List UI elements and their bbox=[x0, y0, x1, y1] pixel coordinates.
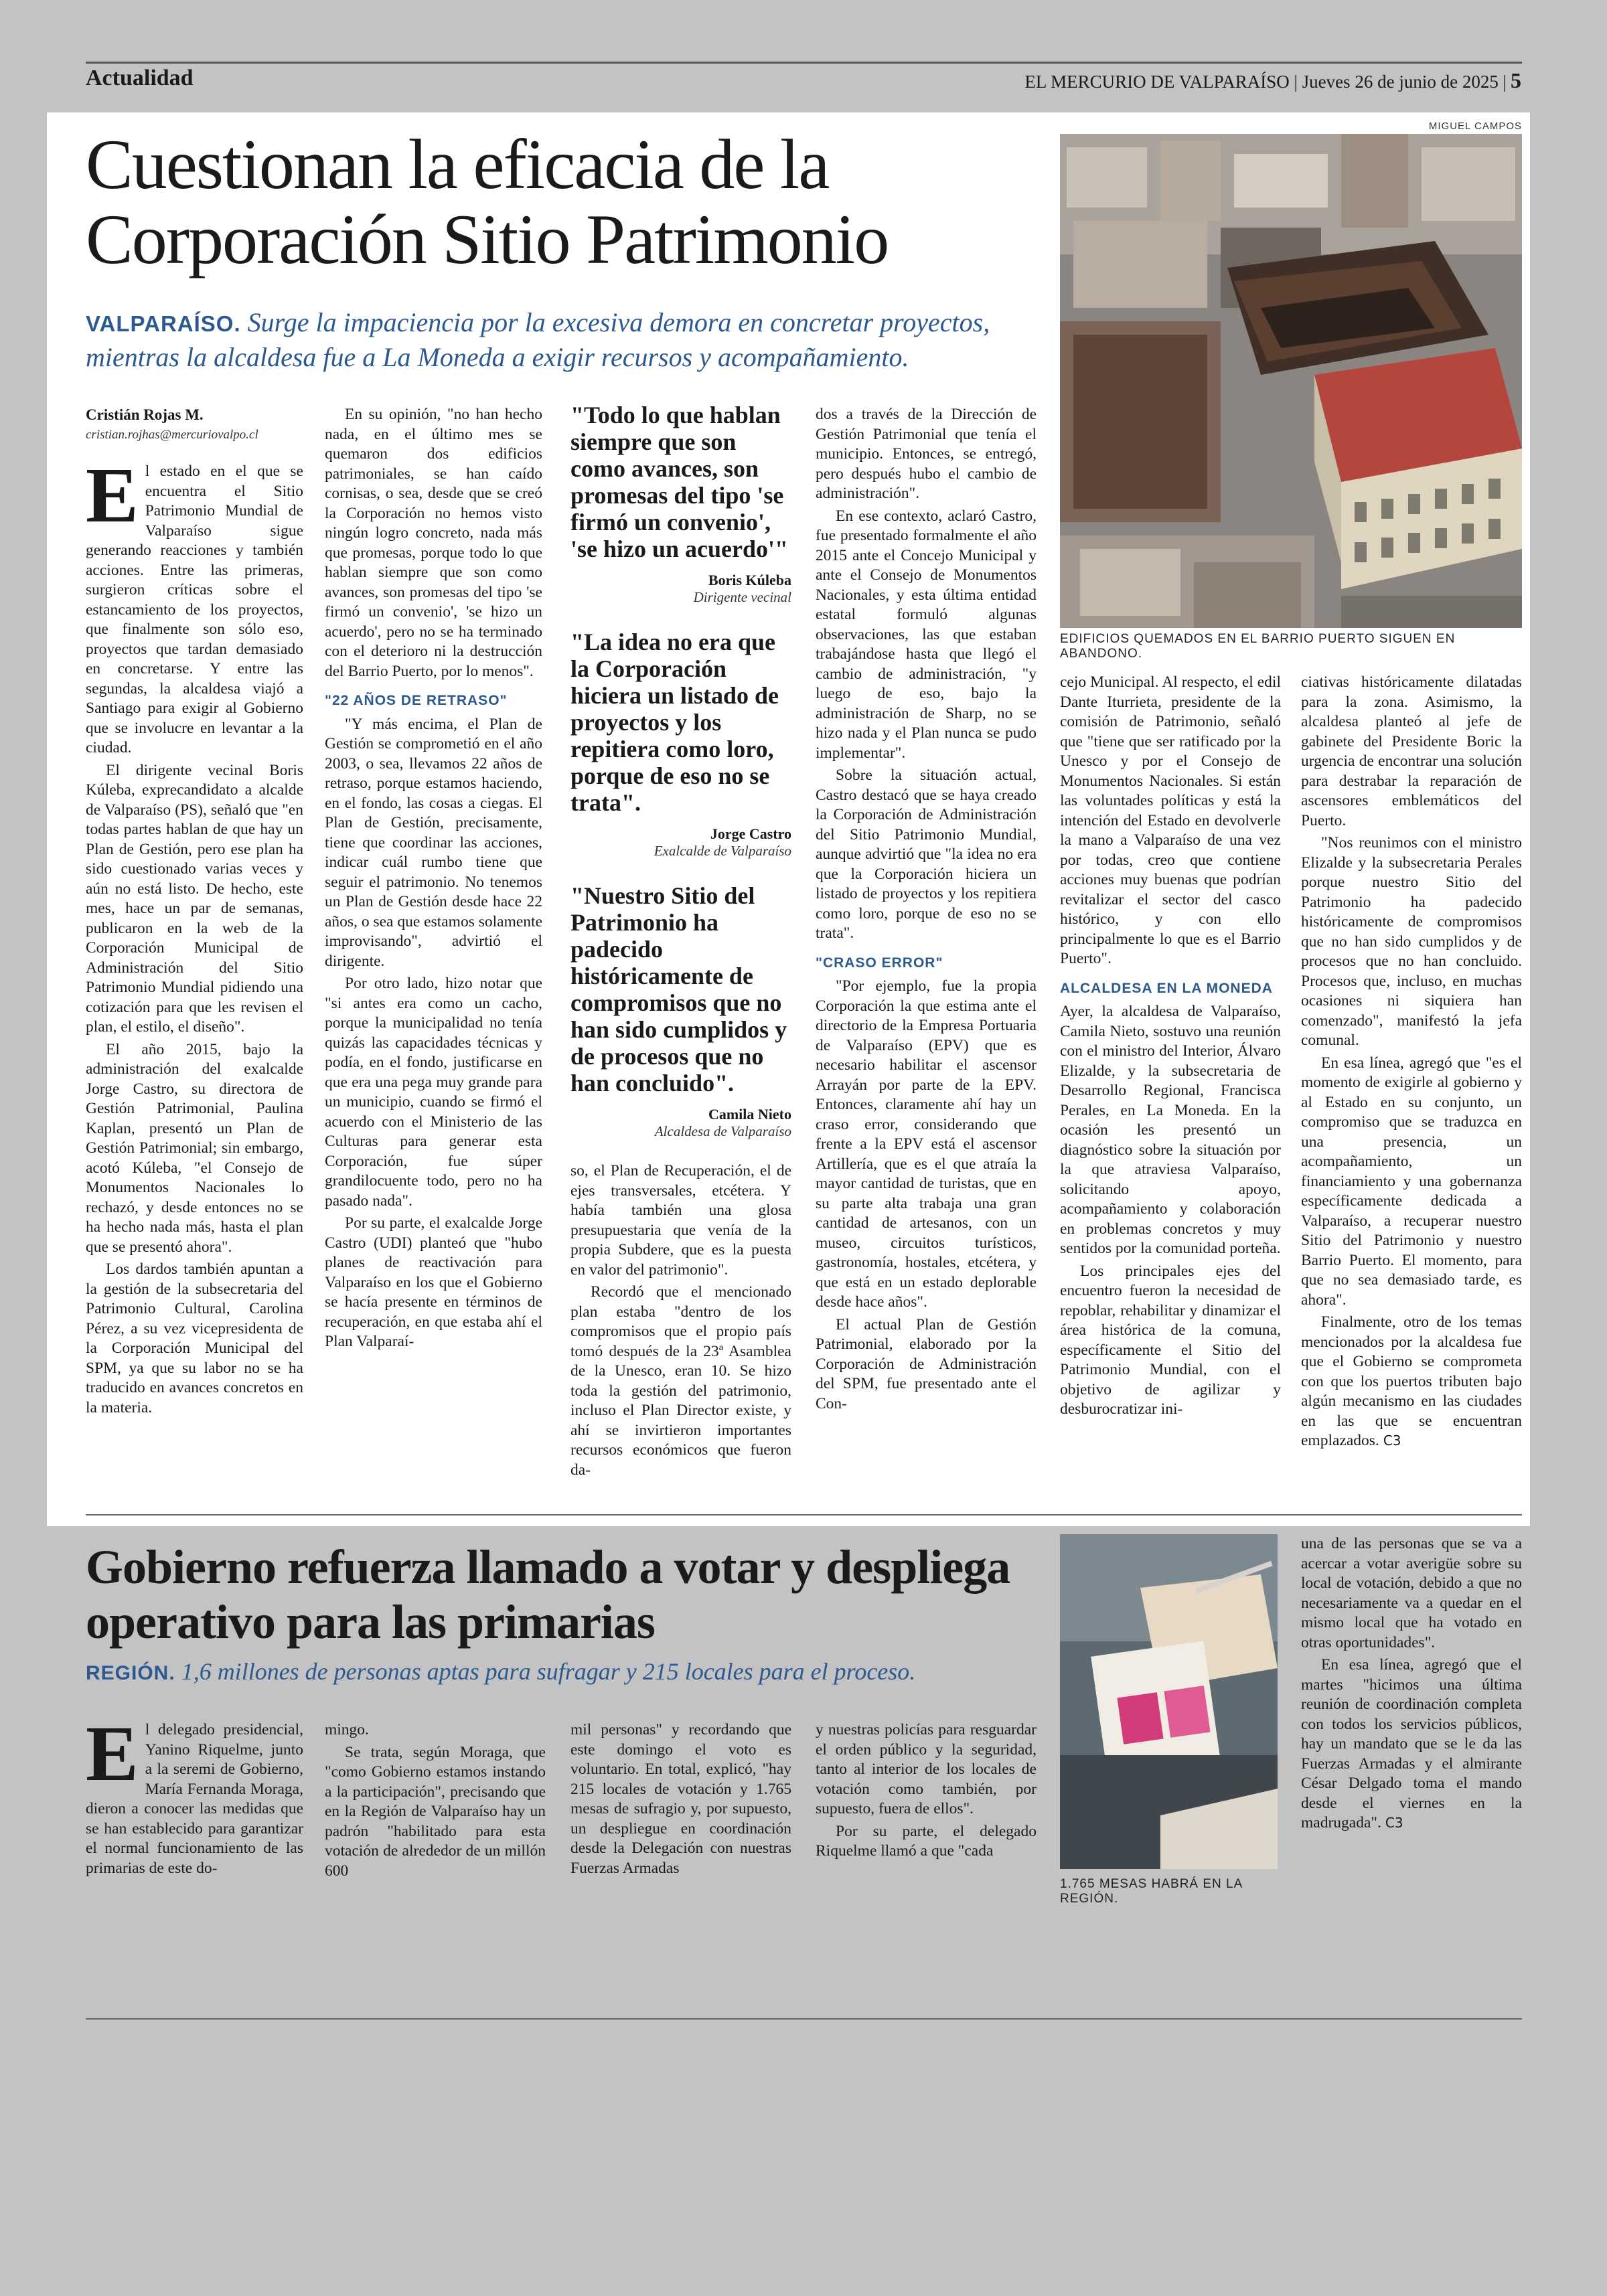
paragraph: "Y más encima, el Plan de Gestión se comprometió en el año 2003, o sea, llevamos 22 años de retraso, porque estamos haciendo, en el fondo, las cosas a ciegas. El Plan de Gestión, precisamente, tiene que coordinar las acciones, indicar cuál rumbo tiene que seguir el patrimonio. No tenemos un Plan de Gestión desde hace 22 años, o sea que estamos solamente improvisando", advirtió el dirigente. bbox=[325, 715, 542, 970]
paragraph: Se trata, según Moraga, que "como Gobierno estamos instando a la participación", precisando que en la Región de Valparaíso hay un padrón "habilitado para esta votación de alrededor de un millón 600 bbox=[325, 1743, 546, 1880]
paragraph: Los dardos también apuntan a la gestión de la subsecretaria del Patrimonio Cultural, Carolina Pérez, a su vez vicepresidenta de la Corporación Municipal del SPM, ya que su labor no se ha traducido en avances concretos en la materia. bbox=[86, 1260, 303, 1416]
pull-quote bbox=[570, 402, 791, 606]
quote-text: "La idea no era que la Corporación hiciera un listado de proyectos y los repitiera como loro, porque de eso no se trata". bbox=[570, 629, 779, 816]
page-number: 5 bbox=[1511, 68, 1521, 92]
paragraph: ciativas históricamente dilatadas para la zona. Asimismo, la alcaldesa planteó al jefe de gabinete del Presidente Boric la urgencia de encontrar una solución para destrabar la reparación de ascensores emblemáticos del Puerto. bbox=[1301, 673, 1522, 829]
pull-quotes bbox=[570, 402, 791, 1140]
paragraph: Sobre la situación actual, Castro destacó que se haya creado la Corporación de Administración del Sitio Patrimonio Mundial, aunque advirtió que "la idea no era que la Corporación hiciera un listado de proyectos y los repitiera como loro, porque de eso no se trata". bbox=[816, 766, 1037, 942]
header-rule bbox=[86, 62, 1522, 64]
paragraph: una de las personas que se va a acercar a votar averigüe sobre su local de votación, debido a que no necesariamente va a quedar en el mismo local que ha votado en otras oportunidades". bbox=[1301, 1535, 1522, 1651]
subheading: "22 AÑOS DE RETRASO" bbox=[325, 693, 508, 708]
paragraph: dos a través de la Dirección de Gestión Patrimonial que tenía el municipio. Entonces, se entregó, pero después hubo el cambio de administración". bbox=[816, 406, 1037, 502]
paragraph: Por su parte, el exalcalde Jorge Castro (UDI) planteó que "hubo planes de reactivación para Valparaíso en los que el Gobierno se hacía presente en términos de recuperación, en que estaba ahí el Plan Valparaí- bbox=[325, 1214, 542, 1350]
quote-author: Jorge Castro bbox=[710, 825, 791, 842]
article-column-6 bbox=[1301, 673, 1522, 1454]
article2-column-5 bbox=[1301, 1534, 1522, 1836]
quote-role: Alcaldesa de Valparaíso bbox=[654, 1123, 791, 1139]
article2-column-2 bbox=[325, 1720, 546, 1884]
article2-title: Gobierno refuerza llamado a votar y despliega operativo para las primarias bbox=[86, 1540, 1010, 1649]
dek-text: 1,6 millones de personas aptas para sufragar y 215 locales para el proceso. bbox=[181, 1658, 916, 1685]
paragraph: Por otro lado, hizo notar que "si antes era como un cacho, porque la municipalidad no tenía quizás las capacidades técnicas y podía, en el fondo, justificarse en que era una pega muy grande para un municipio, cuando se firmó el acuerdo con el Ministerio de las Culturas para generar esta Corporación, fue súper grandilocuente todo, pero no ha pasado nada". bbox=[325, 975, 542, 1210]
paragraph: "Nos reunimos con el ministro Elizalde y la subsecretaria Perales porque nuestro Sitio del Patrimonio ha padecido históricamente de compromisos que no han sido cumplidos y de procesos que no han concluido. Procesos que, incluso, en muchas ocasiones ni siquiera han comenzado", manifestó la jefa comunal. bbox=[1301, 834, 1522, 1049]
paragraph: Recordó que el mencionado plan estaba "dentro de los compromisos que el propio país tomó después de la 23ª Asamblea de la Unesco, eran 10. Se hizo toda la gestión del patrimonio, incluso el Plan Director existe, y ahí se invirtieron importantes recursos económicos que fueron da- bbox=[570, 1283, 791, 1479]
paragraph: El año 2015, bajo la administración del exalcalde Jorge Castro, su directora de Gestión Patrimonial, Paulina Kaplan, presentó un Plan de Gestión Patrimonial; sin embargo, acotó Kúleba, "el Consejo de Monumentos Nacionales lo rechazó, y desde entonces no se ha hecho nada más, hasta el plan que se presentó ahora". bbox=[86, 1040, 303, 1256]
article-column-1 bbox=[86, 405, 303, 1420]
article2-column-3 bbox=[570, 1720, 791, 1881]
subheading: ALCALDESA EN LA MONEDA bbox=[1060, 980, 1273, 996]
aerial-city-illustration bbox=[1060, 134, 1522, 628]
paragraph: cejo Municipal. Al respecto, el edil Dante Iturrieta, presidente de la comisión de Patrimonio, señaló que "tiene que ser ratificado por la Unesco y por el Consejo de Monumentos Nacionales. Si están las voluntades políticas y está la intención del Estado en devolverle la mano a Valparaíso de una vez por todas, creo que contiene acciones muy buenas que podrían revitalizar el sector del casco histórico, y con ello principalmente lo que es el Barrio Puerto". bbox=[1060, 673, 1281, 967]
ballot-illustration bbox=[1060, 1534, 1278, 1869]
paragraph: El actual Plan de Gestión Patrimonial, elaborado por la Corporación de Administración del SPM, fue presentado ante el Con- bbox=[816, 1315, 1037, 1412]
end-mark-icon: C3 bbox=[1383, 1432, 1401, 1449]
drop-cap: E bbox=[86, 451, 139, 539]
quote-author: Boris Kúleba bbox=[708, 572, 791, 588]
article-column-3 bbox=[570, 1161, 791, 1483]
paragraph: y nuestras policías para resguardar el orden público y la seguridad, tanto al interior de los locales de votación como también, por supuesto, fuera de ellos". bbox=[816, 1721, 1037, 1817]
paragraph: En su opinión, "no han hecho nada, en el último mes se quemaron dos edificios patrimoniales, se han caído cornisas, o sea, desde que se creó la Corporación no hemos visto ningún logro concreto, nada más que promesas, porque todo lo que hablan siempre que son como avances, son promesas del tipo 'se firmó un convenio', 'se hizo un acuerdo', pero no se ha terminado con el deterioro ni la destrucción del Barrio Puerto, por lo menos". bbox=[325, 406, 542, 680]
paragraph: Finalmente, otro de los temas mencionados por la alcaldesa fue que el Gobierno se comprometa con que los puertos tributen bajo algún mecanismo en las ciudades en las que se encuentran emplazados. C3 bbox=[1301, 1313, 1522, 1449]
article2-column-1 bbox=[86, 1710, 303, 1881]
photo-credit: MIGUEL CAMPOS bbox=[1428, 120, 1522, 132]
publication-date: EL MERCURIO DE VALPARAÍSO | Jueves 26 de junio de 2025 | bbox=[1024, 72, 1507, 92]
author-name: Cristián Rojas M. bbox=[86, 406, 204, 423]
drop-cap: E bbox=[86, 1710, 139, 1797]
quote-author: Camila Nieto bbox=[708, 1106, 791, 1123]
bottom-divider bbox=[86, 2018, 1522, 2020]
paragraph: so, el Plan de Recuperación, el de ejes transversales, etcétera. Y había también una glosa presupuestaria que venía de la propia Subdere, que es la puesta en valor del patrimonio". bbox=[570, 1162, 791, 1279]
burned-buildings-photo bbox=[1060, 134, 1522, 628]
article-title: Cuestionan la eficacia de la Corporación Sitio Patrimonio bbox=[86, 125, 889, 278]
article-column-5 bbox=[1060, 673, 1281, 1422]
paragraph: El estado en el que se encuentra el Sitio Patrimonio Mundial de Valparaíso sigue generando reacciones y también acciones. Entre las primeras, surgieron críticas sobre el estancamiento de los proyectos, que finalmente son sólo eso, proyectos que tardan demasiado en concretarse. Y entre las segundas, la alcaldesa viajó a Santiago para exigir al Gobierno que se involucre en levantar a la ciudad. bbox=[86, 451, 303, 756]
photo2-caption: 1.765 MESAS HABRÁ EN LA REGIÓN. bbox=[1060, 1877, 1243, 1906]
ballot-photo bbox=[1060, 1534, 1278, 1869]
paragraph: mil personas" y recordando que este domingo el voto es voluntario. En total, explicó, "hay 215 locales de votación y 1.765 mesas de sufragio y, por supuesto, un despliegue en coordinación desde la Delegación con nuestras Fuerzas Armadas bbox=[570, 1721, 791, 1877]
dek-kicker: VALPARAÍSO. bbox=[86, 311, 241, 336]
author-email: cristian.rojhas@mercuriovalpo.cl bbox=[86, 427, 258, 442]
article2-column-4 bbox=[816, 1720, 1037, 1864]
quote-text: "Nuestro Sitio del Patrimonio ha padecido históricamente de compromisos que no han sido cumplidos y de procesos que no han concluido". bbox=[570, 882, 787, 1096]
paragraph: En esa línea, agregó que el martes "hicimos una última reunión de coordinación completa con todos los servicios públicos, hay un mandato que se le da las Fuerzas Armadas y el almirante César Delgado toma el mando desde el viernes en la madrugada". C3 bbox=[1301, 1656, 1522, 1831]
paragraph: Por su parte, el delegado Riquelme llamó a que "cada bbox=[816, 1822, 1037, 1860]
quote-role: Exalcalde de Valparaíso bbox=[654, 843, 791, 859]
end-mark-icon: C3 bbox=[1385, 1815, 1403, 1831]
article-column-2 bbox=[325, 405, 542, 1355]
subheading: "CRASO ERROR" bbox=[816, 955, 943, 971]
pull-quote bbox=[570, 629, 791, 859]
article-dek bbox=[86, 306, 1050, 374]
publication-info bbox=[1024, 68, 1521, 93]
paragraph: El delegado presidencial, Yanino Riquelme, junto a la seremi de Gobierno, María Fernanda Moraga, dieron a conocer las medidas que se han establecido para garantizar el normal funcionamiento de las primarias de este do- bbox=[86, 1710, 303, 1877]
paragraph: "Por ejemplo, fue la propia Corporación la que estima ante el directorio de la Empresa Portuaria de Valparaíso (EPV) que es necesario habilitar el ascensor Arrayán por parte de la EPV. Entonces, claramente ahí hay un craso error, considerando que frente a la EPV está el ascensor Artillería, que es el que atraía la mayor cantidad de turistas, que en su parte alta trabaja una gran cantidad de artesanos, con un museo, circuitos turísticos, gastronomía, hostales, etcétera, y que está en un estado deplorable desde hace años". bbox=[816, 977, 1037, 1311]
pull-quote bbox=[570, 882, 791, 1140]
article-column-4 bbox=[816, 405, 1037, 1416]
paragraph: Los principales ejes del encuentro fueron la necesidad de repoblar, rehabilitar y dinamizar el área histórica de la comuna, específicamente el Sitio del Patrimonio Mundial, con el objetivo de agilizar y desburocratizar ini- bbox=[1060, 1262, 1281, 1418]
photo-caption: EDIFICIOS QUEMADOS EN EL BARRIO PUERTO SIGUEN EN ABANDONO. bbox=[1060, 632, 1456, 661]
paragraph: En ese contexto, aclaró Castro, fue presentado formalmente el año 2015 ante el Concejo Municipal y ante el Consejo de Monumentos Nacionales, y esta última entidad estatal formuló algunas observaciones, las que estaban trabajándose hasta que llegó el cambio de administración, "y luego de eso, bajo la administración de Sharp, no se hizo nada y el Plan nunca se pudo implementar". bbox=[816, 507, 1037, 762]
paragraph: El dirigente vecinal Boris Kúleba, exprecandidato a alcalde de Valparaíso (PS), señaló que "en todas partes hablan de que hay un Plan de Gestión, pero ese plan ha sido cuestionado varias veces y aún no está listo. De hecho, este mes, hace un par de semanas, publicaron en la web de la Corporación Municipal de Administración del Sitio Patrimonio Mundial pidiendo una cotización para que les revisen el plan, el estilo, el diseño". bbox=[86, 761, 303, 1036]
story-divider bbox=[86, 1514, 1522, 1515]
dek-kicker: REGIÓN. bbox=[86, 1662, 175, 1684]
article2-dek bbox=[86, 1657, 1057, 1688]
paragraph: mingo. bbox=[325, 1721, 369, 1738]
section-label: Actualidad bbox=[86, 66, 194, 90]
dek-text: Surge la impaciencia por la excesiva demora en concretar proyectos, mientras la alcaldesa fue a La Moneda a exigir recursos y acompañamiento. bbox=[86, 307, 990, 372]
paragraph: Ayer, la alcaldesa de Valparaíso, Camila Nieto, sostuvo una reunión con el ministro del Interior, Álvaro Elizalde, y la subsecretaria de Desarrollo Regional, Francisca Perales, en La Moneda. En la ocasión les presentó un diagnóstico sobre la situación por la que atraviesa Valparaíso, solicitando apoyo, acompañamiento y colaboración en problemas concretos y muy sentidos por la comunidad porteña. bbox=[1060, 1003, 1281, 1257]
quote-role: Dirigente vecinal bbox=[693, 589, 791, 605]
paragraph: En esa línea, agregó que "es el momento de exigirle al gobierno y al Estado en su conjunto, un compromiso que se traduzca en una presencia, un acompañamiento, un financiamiento y una gobernanza específicamente dedicada a Valparaíso, a recuperar nuestro Sitio del Patrimonio y nuestro Barrio Puerto. El momento, para que no sea demasiado tarde, es ahora". bbox=[1301, 1054, 1522, 1309]
quote-text: "Todo lo que hablan siempre que son como avances, son promesas del tipo 'se firmó un convenio', 'se hizo un acuerdo'" bbox=[570, 402, 789, 562]
